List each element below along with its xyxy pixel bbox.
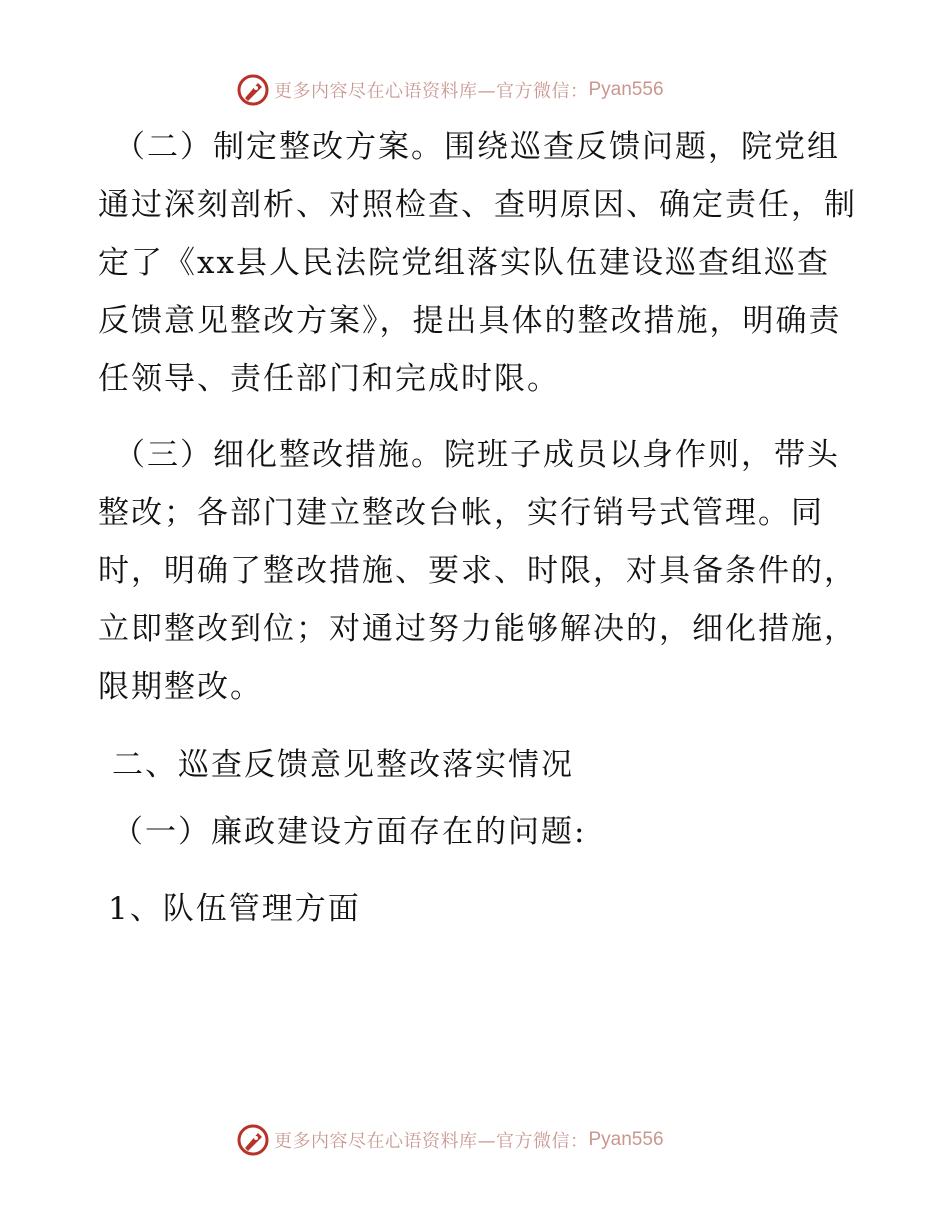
- watermark-wechat-id: Pyan556: [588, 79, 664, 100]
- pen-nib-logo-icon: [236, 73, 270, 107]
- paragraph-rectification-measures: （三）细化整改措施。院班子成员以身作则，带头整改；各部门建立整改台帐，实行销号式管理。同时，明确了整改措施、要求、时限，对具备条件的，立即整改到位；对通过努力能够解决的，细化措施，限期整改。: [98, 437, 857, 705]
- paragraph-rectification-plan: （二）制定整改方案。围绕巡查反馈问题，院党组通过深刻剖析、对照检查、查明原因、确定责任，制定了《xx县人民法院党组落实队伍建设巡查组巡查反馈意见整改方案》，提出具体的整改措施，明确责任领导、责任部门和完成时限。: [98, 129, 857, 397]
- watermark-text: 更多内容尽在心语资料库—官方微信：: [274, 81, 589, 102]
- subsection-heading: （一）廉政建设方面存在的问题:: [112, 814, 587, 850]
- header-watermark: [236, 73, 664, 107]
- section-heading: 二、巡查反馈意见整改落实情况: [112, 747, 574, 783]
- watermark-text: 更多内容尽在心语资料库—官方微信：: [274, 1131, 589, 1152]
- pen-nib-logo-icon: [236, 1123, 270, 1157]
- watermark-wechat-id: Pyan556: [588, 1129, 664, 1150]
- item-heading: 1、队伍管理方面: [108, 891, 361, 927]
- footer-watermark: [236, 1123, 664, 1157]
